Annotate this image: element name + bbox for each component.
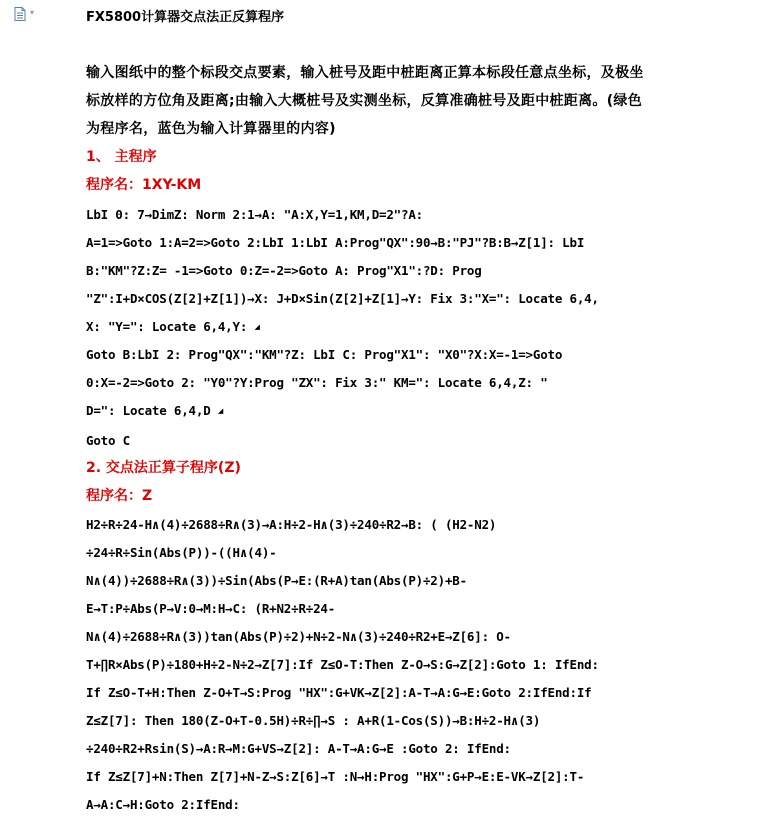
code-line: If Z≤Z[7]+N:Then Z[7]+N-Z→S:Z[6]→T :N→H:Prog "HX":G+P→E:E-VK→Z[2]:T- xyxy=(86,769,585,784)
line-end-mark-icon: ◢ xyxy=(217,406,224,417)
code-line: N∧(4))÷2688÷R∧(3))÷Sin(Abs(P→E:(R+A)tan(Abs(P)÷2)+B- xyxy=(86,573,467,588)
code-line: "Z":I+D×COS(Z[2]+Z[1])→X: J+D×Sin(Z[2]+Z[1]→Y: Fix 3:"X=": Locate 6,4, xyxy=(86,291,599,306)
code-line xyxy=(86,402,223,421)
code-line: Goto C xyxy=(86,433,130,448)
section-heading-sub: 2. 交点法正算子程序(Z) xyxy=(86,460,241,476)
section-heading-main: 1、 主程序 xyxy=(86,149,157,165)
code-line: ÷240÷R2+Rsin(S)→A:R→M:G+VS→Z[2]: A-T→A:G→E :Goto 2: IfEnd: xyxy=(86,741,511,756)
program-name-sub: 程序名：Z xyxy=(86,488,153,504)
intro-line-3: 为程序名，蓝色为输入计算器里的内容) xyxy=(86,121,336,137)
code-line: N∧(4)÷2688÷R∧(3))tan(Abs(P)÷2)+N÷2-N∧(3)÷240÷R2+E→Z[6]: O- xyxy=(86,629,511,644)
intro-line-2: 标放样的方位角及距离;由输入大概桩号及实测坐标，反算准确桩号及距中桩距离。(绿色 xyxy=(86,93,642,109)
code-line: B:"KM"?Z:Z= -1=>Goto 0:Z=-2=>Goto A: Prog"X1":?D: Prog xyxy=(86,263,482,278)
code-line: If Z≤O-T+H:Then Z-O+T→S:Prog "HX":G+VK→Z[2]:A-T→A:G→E:Goto 2:IfEnd:If xyxy=(86,685,592,700)
intro-line-1: 输入图纸中的整个标段交点要素，输入桩号及距中桩距离正算本标段任意点坐标，及极坐 xyxy=(86,65,644,81)
code-line: 0:X=-2=>Goto 2: "Y0"?Y:Prog "ZX": Fix 3:" KM=": Locate 6,4,Z: " xyxy=(86,375,548,390)
code-line: H2÷R÷24-H∧(4)÷2688÷R∧(3)→A:H÷2-H∧(3)÷240÷R2→B: ( (H2-N2) xyxy=(86,517,497,532)
code-text: D=": Locate 6,4,D xyxy=(86,403,211,418)
code-line: Z≤Z[7]: Then 180(Z-O+T-0.5H)÷R÷∏→S : A+R(1-Cos(S))→B:H÷2-H∧(3) xyxy=(86,713,541,728)
code-line: ÷24÷R÷Sin(Abs(P))-((H∧(4)- xyxy=(86,545,277,560)
code-line: T+∏R×Abs(P)÷180+H÷2-N÷2→Z[7]:If Z≤O-T:Then Z-O→S:G→Z[2]:Goto 1: IfEnd: xyxy=(86,657,599,672)
code-line: A=1=>Goto 1:A=2=>Goto 2:LbI 1:LbI A:Prog"QX":90→B:"PJ"?B:B→Z[1]: LbI xyxy=(86,235,585,250)
code-text: X: "Y=": Locate 6,4,Y: xyxy=(86,319,248,334)
document-title: FX5800计算器交点法正反算程序 xyxy=(86,10,285,25)
code-line xyxy=(86,318,260,337)
dropdown-caret-icon[interactable]: ▾ xyxy=(30,8,35,17)
code-line: A→A:C→H:Goto 2:IfEnd: xyxy=(86,797,240,812)
line-end-mark-icon: ◢ xyxy=(254,322,260,333)
code-line: LbI 0: 7→DimZ: Norm 2:1→A: "A:X,Y=1,KM,D=2"?A: xyxy=(86,207,423,222)
code-line: Goto B:LbI 2: Prog"QX":"KM"?Z: LbI C: Prog"X1": "X0"?X:X=-1=>Goto xyxy=(86,347,563,362)
program-name-main: 程序名：1XY-KM xyxy=(86,177,202,193)
code-line: E→T:P÷Abs(P→V:0→M:H→C: (R+N2÷R÷24- xyxy=(86,601,336,616)
